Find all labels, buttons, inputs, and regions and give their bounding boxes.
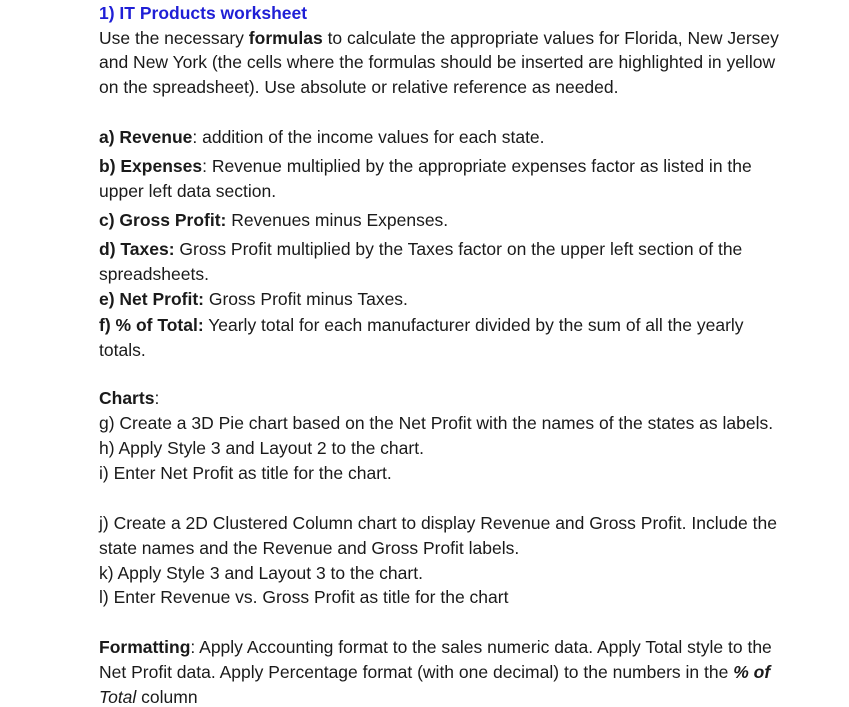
item-b: b) Expenses: Revenue multiplied by the appropriate expenses factor as listed in the [99, 156, 752, 176]
item-f: f) % of Total: Yearly total for each manufacturer divided by the sum of all the yearly [99, 315, 744, 335]
formatting-line-1: Formatting: Apply Accounting format to the sales numeric data. Apply Total style to the [99, 637, 772, 657]
item-j-continued: state names and the Revenue and Gross Profit labels. [99, 538, 520, 558]
item-g: g) Create a 3D Pie chart based on the Net Profit with the names of the states as labels. [99, 413, 774, 433]
charts-heading: Charts: [99, 388, 160, 408]
item-l: l) Enter Revenue vs. Gross Profit as title for the chart [99, 587, 509, 607]
item-e: e) Net Profit: Gross Profit minus Taxes. [99, 289, 408, 309]
intro-line-1: Use the necessary formulas to calculate the appropriate values for Florida, New Jersey [99, 28, 779, 48]
item-h: h) Apply Style 3 and Layout 2 to the chart. [99, 438, 424, 458]
item-d: d) Taxes: Gross Profit multiplied by the Taxes factor on the upper left section of the [99, 239, 743, 259]
formulas-emphasis: formulas [248, 28, 323, 48]
item-b-continued: upper left data section. [99, 181, 277, 201]
intro-line-2: and New York (the cells where the formulas should be inserted are highlighted in yellow [99, 52, 776, 72]
formatting-line-3: Total column [99, 687, 198, 707]
formatting-line-2: Net Profit data. Apply Percentage format (with one decimal) to the numbers in the % of [99, 662, 771, 682]
item-f-continued: totals. [99, 340, 146, 360]
item-a: a) Revenue: addition of the income values for each state. [99, 127, 545, 147]
item-k: k) Apply Style 3 and Layout 3 to the chart. [99, 563, 423, 583]
item-j: j) Create a 2D Clustered Column chart to display Revenue and Gross Profit. Include the [99, 513, 777, 533]
item-c: c) Gross Profit: Revenues minus Expenses. [99, 210, 449, 230]
intro-line-3: on the spreadsheet). Use absolute or relative reference as needed. [99, 77, 619, 97]
item-d-continued: spreadsheets. [99, 264, 209, 284]
section-heading: 1) IT Products worksheet [99, 3, 308, 23]
item-i: i) Enter Net Profit as title for the chart. [99, 463, 392, 483]
